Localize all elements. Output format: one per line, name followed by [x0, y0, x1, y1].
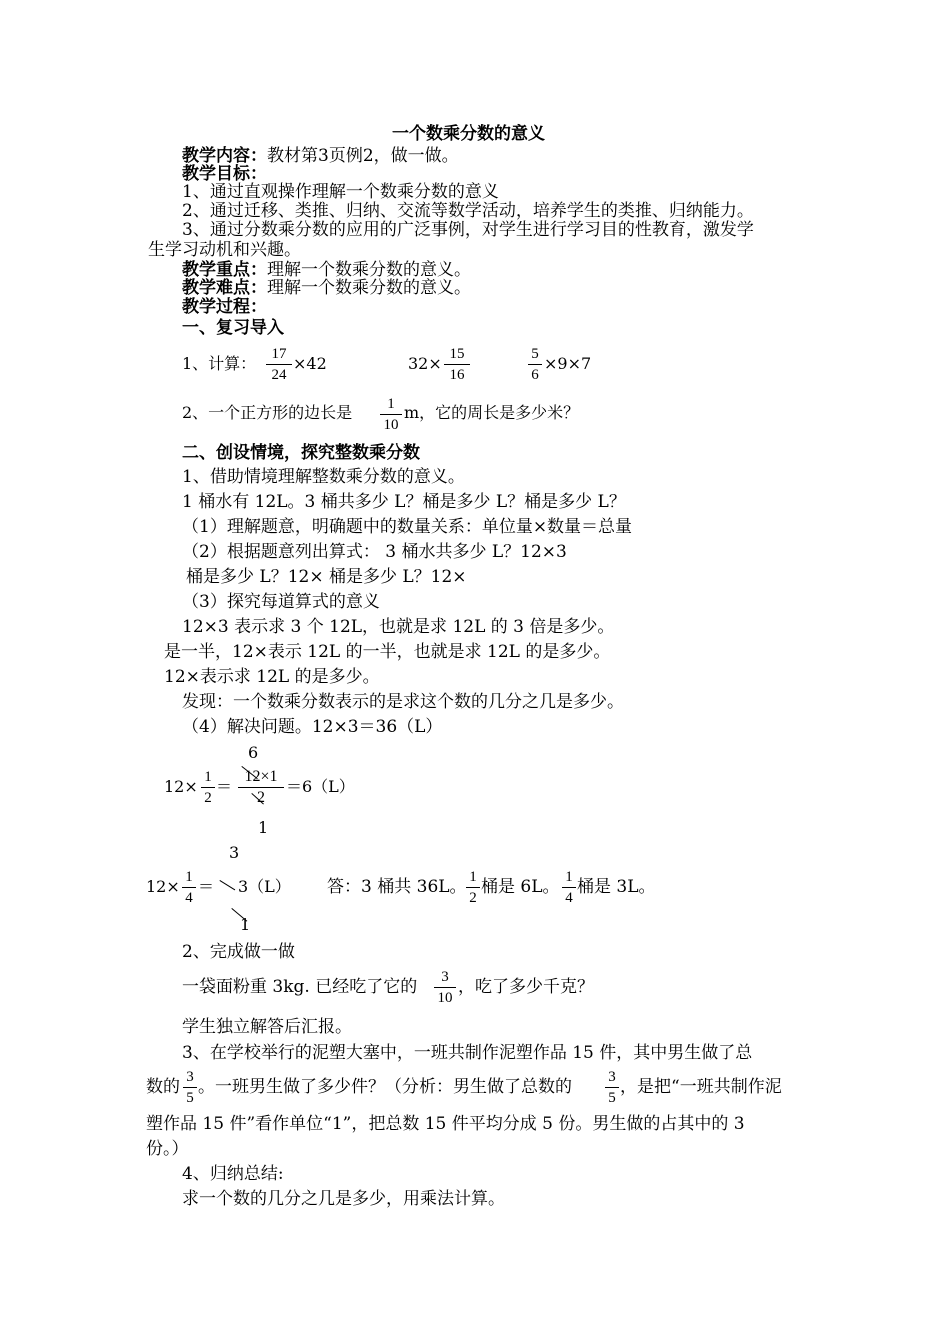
calc-3-fraction [528, 345, 542, 384]
fraction-denominator: 2 [204, 790, 212, 806]
diff-line [182, 278, 471, 298]
fraction-numerator: 5 [531, 346, 539, 362]
text-line: （4）解决问题。12×3＝36（L） [182, 717, 443, 737]
problem-3-line-2-middle: 。一班男生做了多少件？（分析：男生做了总数的 [198, 1077, 572, 1097]
fraction-numerator: 1 [204, 769, 212, 785]
fraction-denominator: 16 [449, 367, 465, 383]
text-line: 发现：一个数乘分数表示的是求这个数的几分之几是多少。 [182, 692, 624, 712]
fraction-denominator: 4 [565, 890, 573, 906]
process-label: 教学过程： [182, 297, 267, 317]
cancel-stroke [219, 880, 235, 890]
goals-label: 教学目标： [182, 164, 267, 184]
fraction-denominator: 2 [469, 890, 477, 906]
text-line: 4、归纳总结: [182, 1164, 284, 1184]
flour-question-prefix: 一袋面粉重 3kg. 已经吃了它的 [182, 977, 418, 997]
key-line [182, 260, 471, 280]
cancel-bottom-number: 1 [258, 818, 269, 837]
fraction-denominator: 2 [257, 789, 265, 806]
equation-1-prefix: 12× [164, 777, 198, 796]
fraction-denominator: 5 [186, 1090, 194, 1106]
fraction-numerator: 1 [565, 869, 573, 885]
page-title: 一个数乘分数的意义 [392, 124, 545, 144]
section-1-heading: 一、复习导入 [182, 318, 284, 338]
content-label: 教学内容： [182, 146, 267, 166]
calc-1-rest: ×42 [293, 354, 327, 373]
question-2-suffix: m，它的周长是多少米？ [404, 403, 580, 422]
problem-3-line-1: 3、在学校举行的泥塑大塞中，一班共制作泥塑作品 15 件，其中男生做了总 [182, 1043, 753, 1063]
answer-prefix: 答：3 桶共 36L。 [327, 877, 467, 897]
answer-fraction-quarter [562, 868, 576, 907]
cancel-bottom-number: 1 [240, 915, 251, 934]
goal-3a: 3、通过分数乘分数的应用的广泛事例，对学生进行学习目的性教育，激发学 [182, 220, 754, 240]
text-line: 是一半，12×表示 12L 的一半，也就是求 12L 的是多少。 [164, 642, 611, 662]
fraction-numerator: 1 [387, 396, 395, 412]
problem-3-line-4: 份。） [146, 1139, 189, 1159]
equals-sign: ＝ [198, 877, 215, 896]
question-2-prefix: 2、一个正方形的边长是 [182, 403, 353, 422]
equation-2-fraction [182, 868, 196, 907]
goal-3b: 生学习动机和兴趣。 [148, 240, 301, 260]
calc-2-prefix: 32× [408, 354, 442, 373]
fraction-numerator: 1 [469, 869, 477, 885]
key-text: 理解一个数乘分数的意义。 [267, 260, 471, 280]
problem-3-fraction-1 [183, 1068, 197, 1107]
fraction-numerator: 3 [608, 1069, 616, 1085]
text-line: 1、借助情境理解整数乘分数的意义。 [182, 467, 465, 487]
answer-suffix: 桶是 3L。 [577, 877, 656, 897]
cancel-top-number: 6 [248, 743, 259, 762]
equation-2-result: 3（L） [238, 877, 291, 896]
fraction-denominator: 4 [185, 890, 193, 906]
problem-3-fraction-2 [605, 1068, 619, 1107]
equals-sign: ＝ [216, 777, 233, 796]
calc-prefix: 1、计算： [182, 354, 257, 373]
question-2-fraction [380, 395, 402, 434]
calc-3-rest: ×9×7 [544, 354, 592, 373]
fraction-denominator: 5 [608, 1090, 616, 1106]
fraction-denominator: 6 [531, 367, 539, 383]
content-line [182, 146, 459, 166]
cancel-top-number: 3 [229, 843, 240, 862]
text-line: （3）探究每道算式的意义 [182, 592, 380, 612]
fraction-numerator: 1 [185, 869, 193, 885]
key-label: 教学重点： [182, 260, 267, 280]
equation-1-fraction [201, 768, 215, 807]
fraction-numerator: 12×1 [244, 768, 278, 785]
fraction-denominator: 10 [437, 990, 453, 1006]
problem-3-line-3: 塑作品 15 件”看作单位“1”，把总数 15 件平均分成 5 份。男生做的占其中的 3 [146, 1114, 745, 1134]
text-line: 2、完成做一做 [182, 942, 295, 962]
fraction-denominator: 10 [383, 417, 399, 433]
fraction-numerator: 3 [441, 969, 449, 985]
fraction-denominator: 24 [271, 367, 287, 383]
calc-1-fraction [266, 345, 292, 384]
text-line: 学生独立解答后汇报。 [182, 1017, 352, 1037]
fraction-numerator: 17 [271, 346, 287, 362]
flour-question-suffix: ，吃了多少千克？ [458, 977, 594, 997]
answer-fraction-half [466, 868, 480, 907]
flour-fraction [434, 968, 456, 1007]
text-line: 12×表示求 12L 的是多少。 [164, 667, 380, 687]
fraction-numerator: 15 [449, 346, 465, 362]
text-line: （2）根据题意列出算式： 3 桶水共多少 L？12×3 [182, 542, 567, 562]
content-text: 教材第3页例2，做一做。 [267, 146, 459, 166]
text-line: 求一个数的几分之几是多少，用乘法计算。 [182, 1189, 505, 1209]
goal-1: 1、通过直观操作理解一个数乘分数的意义 [182, 182, 499, 202]
equation-2-prefix: 12× [146, 877, 180, 896]
goal-2: 2、通过迁移、类推、归纳、交流等数学活动，培养学生的类推、归纳能力。 [182, 201, 754, 221]
problem-3-line-2-suffix: ，是把“一班共制作泥 [620, 1077, 782, 1097]
fraction-numerator: 3 [186, 1069, 194, 1085]
text-line: 12×3 表示求 3 个 12L，也就是求 12L 的 3 倍是多少。 [182, 617, 615, 637]
calc-2-fraction [444, 345, 470, 384]
section-2-heading: 二、创设情境，探究整数乘分数 [182, 443, 420, 463]
equation-1-result: ＝6（L） [286, 777, 355, 796]
text-line: 1 桶水有 12L。3 桶共多少 L？桶是多少 L？桶是多少 L？ [182, 492, 626, 512]
diff-label: 教学难点： [182, 278, 267, 298]
diff-text: 理解一个数乘分数的意义。 [267, 278, 471, 298]
text-line: 桶是多少 L？12× 桶是多少 L？12× [186, 567, 467, 587]
problem-3-line-2-prefix: 数的 [146, 1077, 180, 1097]
text-line: （1）理解题意，明确题中的数量关系：单位量×数量＝总量 [182, 517, 633, 537]
answer-middle: 桶是 6L。 [481, 877, 560, 897]
